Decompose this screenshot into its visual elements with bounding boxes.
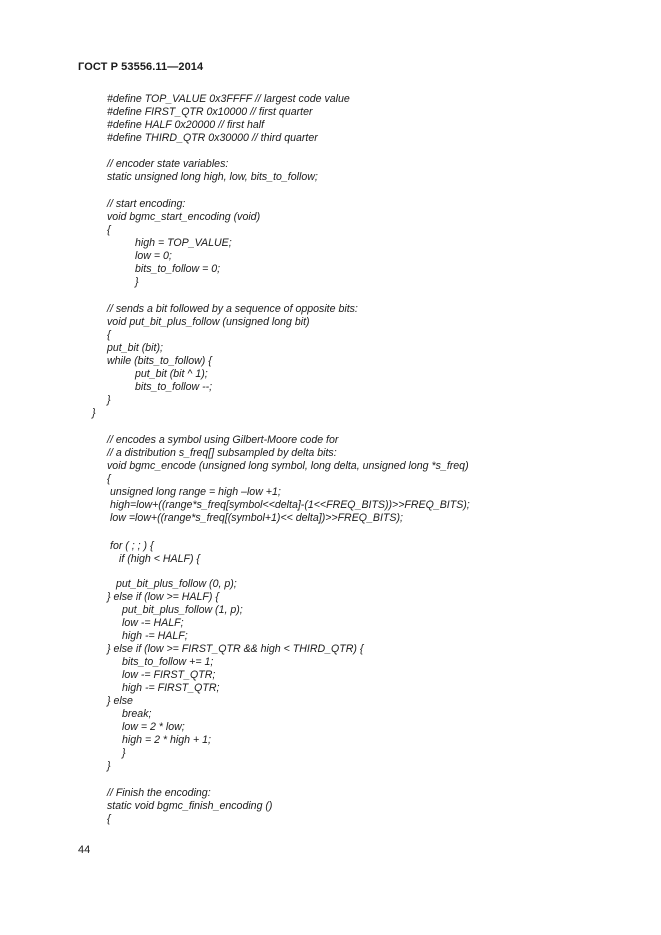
code-line: // encoder state variables: [107, 158, 229, 170]
code-line: { [107, 329, 111, 341]
code-line: } else if (low >= HALF) { [107, 591, 219, 603]
code-line: static void bgmc_finish_encoding () [107, 800, 273, 812]
code-line: high = 2 * high + 1; [122, 734, 211, 746]
code-line: while (bits_to_follow) { [107, 355, 212, 367]
code-line: put_bit_plus_follow (1, p); [122, 604, 243, 616]
code-line: static unsigned long high, low, bits_to_follow; [107, 171, 318, 183]
code-line: { [107, 813, 111, 825]
code-line: } [107, 394, 111, 406]
code-line: } [135, 276, 139, 288]
code-line: bits_to_follow += 1; [122, 656, 214, 668]
code-line: low -= HALF; [122, 617, 184, 629]
code-line: high = TOP_VALUE; [135, 237, 232, 249]
code-line: } [122, 747, 126, 759]
code-line: } else if (low >= FIRST_QTR && high < THIRD_QTR) { [107, 643, 364, 655]
code-line: // encodes a symbol using Gilbert-Moore code for [107, 434, 339, 446]
code-line: #define THIRD_QTR 0x30000 // third quarter [107, 132, 318, 144]
code-line: // sends a bit followed by a sequence of opposite bits: [107, 303, 358, 315]
code-line: void put_bit_plus_follow (unsigned long bit) [107, 316, 310, 328]
code-line: } [92, 407, 96, 419]
code-line: put_bit (bit ^ 1); [135, 368, 208, 380]
code-line: for ( ; ; ) { [110, 540, 154, 552]
page-number: 44 [78, 844, 91, 856]
code-line: high -= FIRST_QTR; [122, 682, 220, 694]
code-line: put_bit (bit); [107, 342, 163, 354]
code-line: high=low+((range*s_freq[symbol<<delta]-(1<<FREQ_BITS))>>FREQ_BITS); [110, 499, 470, 511]
code-line: bits_to_follow --; [135, 381, 213, 393]
code-line: put_bit_plus_follow (0, p); [116, 578, 237, 590]
code-line: high -= HALF; [122, 630, 188, 642]
document-header: ГОСТ Р 53556.11—2014 [78, 61, 204, 73]
code-line: if (high < HALF) { [119, 553, 200, 565]
code-line: #define FIRST_QTR 0x10000 // first quarter [107, 106, 313, 118]
code-line: low =low+((range*s_freq[(symbol+1)<< delta])>>FREQ_BITS); [110, 512, 403, 524]
code-line: #define HALF 0x20000 // first half [107, 119, 265, 131]
code-line: void bgmc_start_encoding (void) [107, 211, 261, 223]
code-line: #define TOP_VALUE 0x3FFFF // largest code value [107, 93, 350, 105]
code-line: low = 2 * low; [122, 721, 185, 733]
code-line: bits_to_follow = 0; [135, 263, 221, 275]
code-line: break; [122, 708, 152, 720]
code-line: } else [107, 695, 133, 707]
code-line: void bgmc_encode (unsigned long symbol, long delta, unsigned long *s_freq) [107, 460, 469, 472]
code-line: low = 0; [135, 250, 172, 262]
code-line: { [107, 473, 111, 485]
code-line: { [107, 224, 111, 236]
code-line: unsigned long range = high –low +1; [110, 486, 281, 498]
code-line: low -= FIRST_QTR; [122, 669, 216, 681]
code-line: // start encoding: [107, 198, 186, 210]
code-line: // Finish the encoding: [107, 787, 211, 799]
code-line: } [107, 760, 111, 772]
code-line: // a distribution s_freq[] subsampled by delta bits: [107, 447, 337, 459]
